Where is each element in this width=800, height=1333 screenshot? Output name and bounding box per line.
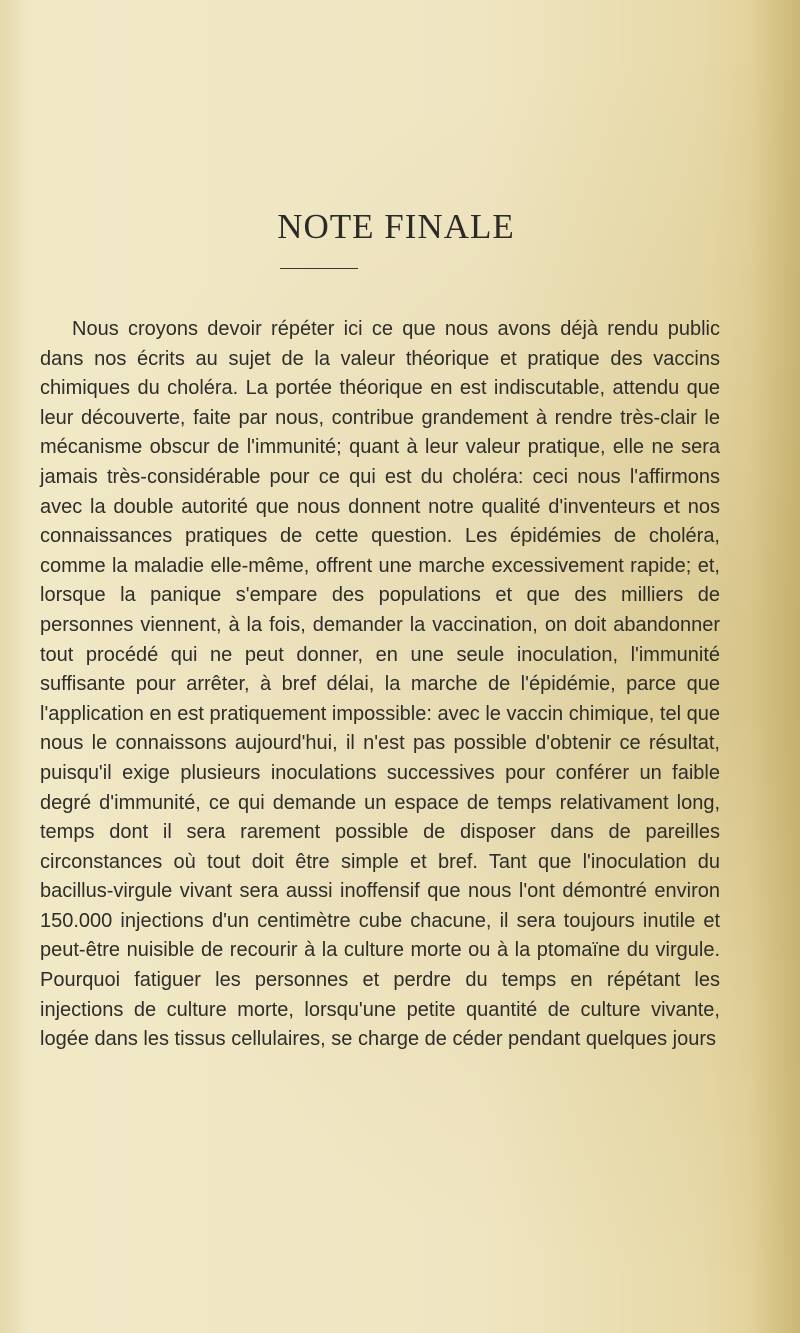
page-right-edge-shading (750, 0, 800, 1333)
page-title: NOTE FINALE (277, 207, 515, 247)
paragraph: Nous croyons devoir répéter ici ce que nous avons déjà rendu public dans nos écrits au sujet de la valeur théorique et pratique des vaccins chimiques du choléra. La portée théorique en est indiscutable, attendu que leur découverte, faite par nous, contribue grandement à rendre très-clair le mécanisme obscur de l'immunité; quant à leur valeur pratique, elle ne sera jamais très-considérable pour ce qui est du choléra: ceci nous l'affirmons avec la double autorité que nous donnent notre qualité d'inventeurs et nos connaissances pratiques de cette question. Les épidémies de choléra, comme la maladie elle-même, offrent une marche excessivement rapide; et, lorsque la panique s'empare des populations et que des milliers de personnes viennent, à la fois, demander la vaccination, on doit abandonner tout procédé qui ne peut donner, en une seule inoculation, l'immunité suffisante pour arrêter, à bref délai, la marche de l'épidémie, parce que l'application en est pratiquement impossible: avec le vaccin chimique, tel que nous le connaissons aujourd'hui, il n'est pas possible d'obtenir ce résultat, puisqu'il exige plusieurs inoculations successives pour conférer un faible degré d'immunité, ce qui demande un espace de temps relativament long, temps dont il sera rarement possible de disposer dans de pareilles circonstances où tout doit être simple et bref. Tant que l'inoculation du bacillus-virgule vivant sera aussi inoffensif que nous l'ont démontré environ 150.000 injections d'un centimètre cube chacune, il sera toujours inutile et peut-être nuisible de recourir à la culture morte ou à la ptomaïne du virgule. Pourquoi fatiguer les personnes et perdre du temps en répétant les injections de culture morte, lorsqu'une petite quantité de culture vivante, logée dans les tissus cellulaires, se charge de céder pendant quelques jours (40, 318, 720, 1051)
title-divider (280, 268, 358, 269)
body-text (40, 315, 720, 1055)
page-left-edge-shading (0, 0, 30, 1333)
